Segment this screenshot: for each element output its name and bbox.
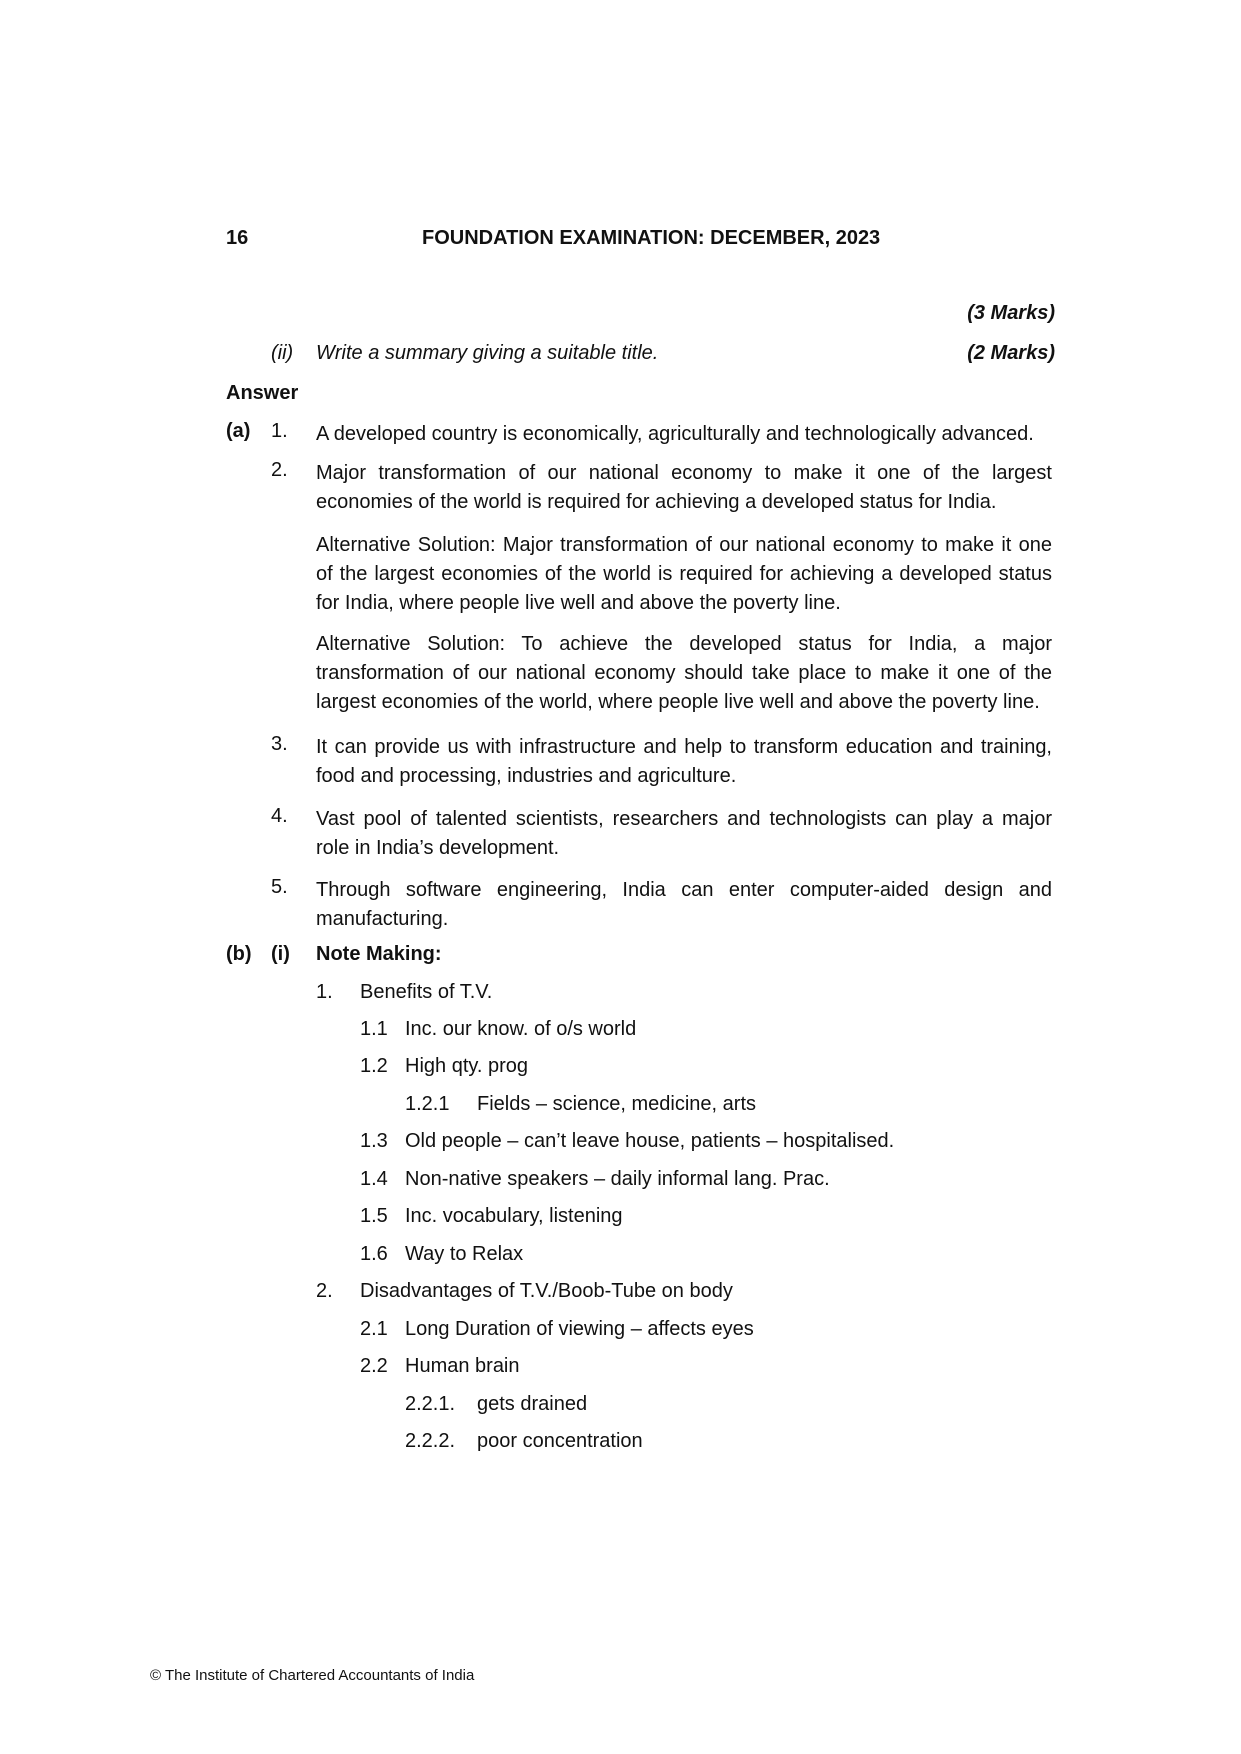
list-number: 2.: [271, 459, 288, 481]
alternative-solution-1: Alternative Solution: Major transformation of our national economy to make it one of the largest economies of the world is required for achieving a developed status for India, where people live well and above the poverty line.: [316, 534, 1052, 614]
note-number: 2.1: [360, 1318, 388, 1340]
answer-a-item-4: Vast pool of talented scientists, researchers and technologists can play a major role in India’s development.: [316, 808, 1052, 859]
answer-a-item-1: A developed country is economically, agriculturally and technologically advanced.: [316, 423, 1034, 445]
sub-question-text: Write a summary giving a suitable title.: [316, 342, 659, 364]
note-text: Benefits of T.V.: [360, 981, 493, 1003]
answer-a-item-3: It can provide us with infrastructure and help to transform education and training, food and processing, industries and agriculture.: [316, 736, 1052, 787]
list-number: 3.: [271, 733, 288, 755]
note-number: 1.5: [360, 1205, 388, 1227]
page-title: FOUNDATION EXAMINATION: DECEMBER, 2023: [422, 227, 881, 249]
note-number: 1.3: [360, 1130, 388, 1152]
list-number: 1.: [271, 420, 288, 442]
note-number: 2.2.2.: [405, 1430, 456, 1452]
part-a-label: (a): [226, 420, 251, 442]
note-text: Old people – can’t leave house, patients – hospitalised.: [405, 1130, 895, 1152]
note-text: gets drained: [477, 1393, 588, 1415]
answer-heading: Answer: [226, 382, 299, 404]
part-b-label: (b): [226, 943, 252, 965]
note-number: 1.1: [360, 1018, 388, 1040]
alternative-solution-2: Alternative Solution: To achieve the developed status for India, a major transformation of our national economy should take place to make it one of the largest economies of the world, where people live well and above the poverty line.: [316, 633, 1052, 713]
note-text: Way to Relax: [405, 1243, 524, 1265]
note-text: Inc. our know. of o/s world: [405, 1018, 637, 1040]
note-number: 2.2.1.: [405, 1393, 456, 1415]
part-b-sub-label: (i): [271, 943, 290, 965]
note-number: 2.: [316, 1280, 333, 1302]
note-number: 2.2: [360, 1355, 388, 1377]
page-number: 16: [226, 227, 249, 249]
answer-a-item-2: Major transformation of our national economy to make it one of the largest economies of the world is required for achieving a developed status for India.: [316, 462, 1052, 513]
footer-copyright: © The Institute of Chartered Accountants of India: [150, 1667, 475, 1684]
note-number: 1.2: [360, 1055, 388, 1077]
note-text: Fields – science, medicine, arts: [477, 1093, 757, 1115]
note-text: Long Duration of viewing – affects eyes: [405, 1318, 754, 1340]
sub-question-label: (ii): [271, 342, 294, 364]
note-text: Disadvantages of T.V./Boob-Tube on body: [360, 1280, 733, 1302]
note-text: Non-native speakers – daily informal lang. Prac.: [405, 1168, 830, 1190]
list-number: 4.: [271, 805, 288, 827]
note-making-heading: Note Making:: [316, 943, 442, 965]
note-number: 1.: [316, 981, 333, 1003]
answer-a-item-5: Through software engineering, India can enter computer-aided design and manufacturing.: [316, 879, 1052, 930]
note-number: 1.2.1: [405, 1093, 450, 1115]
note-text: High qty. prog: [405, 1055, 529, 1077]
sub-question-marks: (2 Marks): [967, 342, 1055, 364]
note-text: Human brain: [405, 1355, 520, 1377]
list-number: 5.: [271, 876, 288, 898]
note-number: 1.4: [360, 1168, 388, 1190]
note-number: 1.6: [360, 1243, 388, 1265]
note-text: poor concentration: [477, 1430, 643, 1452]
marks-prev: (3 Marks): [967, 302, 1055, 324]
note-text: Inc. vocabulary, listening: [405, 1205, 623, 1227]
